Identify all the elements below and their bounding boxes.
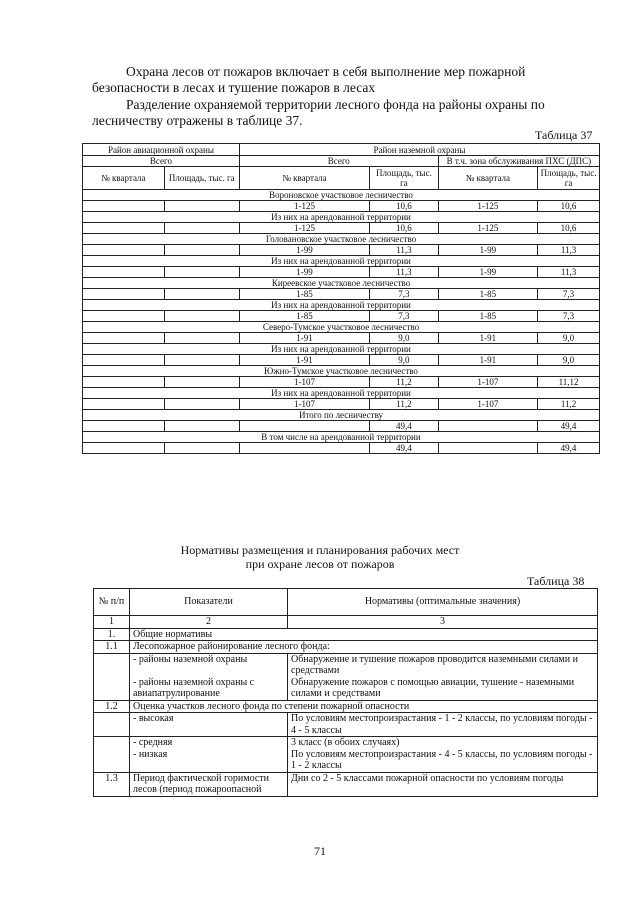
indicator-cell: - высокая xyxy=(130,713,288,737)
aviation-quarter-cell xyxy=(83,223,165,234)
pxs-area-cell: 11,3 xyxy=(538,267,600,278)
table-row xyxy=(94,737,598,773)
norm-cell: Дни со 2 - 5 классами пожарной опасности по условиям погоды xyxy=(288,772,598,796)
table-row xyxy=(94,653,598,700)
aviation-total-header: Всего xyxy=(83,156,240,167)
table37-caption: Таблица 37 xyxy=(535,128,593,142)
pxs-quarter-cell: 1-85 xyxy=(438,289,537,300)
pxs-quarter-cell: 1-99 xyxy=(438,267,537,278)
pxs-zone-header: В т.ч. зона обслуживания ПХС (ДПС) xyxy=(438,156,599,167)
table-row xyxy=(94,641,598,654)
ground-area-cell: 11,2 xyxy=(370,377,438,388)
aviation-area-cell xyxy=(164,311,239,322)
section-label: Из них на арендованной территории xyxy=(83,344,600,355)
indicators-header: Показатели xyxy=(130,589,288,616)
aviation-area-cell xyxy=(164,399,239,410)
pxs-area-cell: 10,6 xyxy=(538,223,600,234)
table-row xyxy=(83,311,600,322)
ground-quarter-cell: 1-99 xyxy=(239,245,369,256)
table-row xyxy=(94,772,598,796)
ground-quarter-cell: 1-85 xyxy=(239,289,369,300)
ground-quarter-cell: 1-85 xyxy=(239,311,369,322)
aviation-quarter-cell xyxy=(83,377,165,388)
section-label: В том числе на арендованной территории xyxy=(83,432,600,443)
section-row xyxy=(83,234,600,245)
aviation-area-header: Район авиационной охраны xyxy=(83,144,240,156)
row-number xyxy=(94,713,130,737)
pxs-area-cell: 9,0 xyxy=(538,355,600,366)
ground-area-cell: 9,0 xyxy=(370,333,438,344)
section-row xyxy=(83,278,600,289)
pxs-quarter-cell: 1-91 xyxy=(438,333,537,344)
ground-area-cell: 10,6 xyxy=(370,223,438,234)
ground-quarter-cell: 1-107 xyxy=(239,377,369,388)
ground-area-cell: 11,3 xyxy=(370,245,438,256)
aviation-quarter-cell xyxy=(83,201,165,212)
section-label: Из них на арендованной территории xyxy=(83,300,600,311)
row-number: 1. xyxy=(94,628,130,641)
pxs-quarter-cell: 1-107 xyxy=(438,377,537,388)
row-number: 1.2 xyxy=(94,700,130,713)
aviation-area-cell xyxy=(164,201,239,212)
area-header: Площадь, тыс. га xyxy=(164,167,239,190)
table-row xyxy=(83,377,600,388)
pxs-quarter-cell xyxy=(438,421,537,432)
aviation-quarter-cell xyxy=(83,311,165,322)
aviation-area-cell xyxy=(164,333,239,344)
aviation-area-cell xyxy=(164,267,239,278)
section-row xyxy=(83,366,600,377)
aviation-quarter-cell xyxy=(83,443,165,454)
workplace-norms-table xyxy=(93,588,598,797)
aviation-quarter-cell xyxy=(83,289,165,300)
pxs-area-cell: 11,3 xyxy=(538,245,600,256)
table-row xyxy=(83,399,600,410)
pxs-area-cell: 7,3 xyxy=(538,311,600,322)
section-label: Из них на арендованной территории xyxy=(83,388,600,399)
pxs-area-cell: 7,3 xyxy=(538,289,600,300)
pxs-area-cell: 9,0 xyxy=(538,333,600,344)
ground-quarter-cell: 1-91 xyxy=(239,333,369,344)
aviation-quarter-cell xyxy=(83,333,165,344)
aviation-quarter-cell xyxy=(83,399,165,410)
table-row xyxy=(83,333,600,344)
quarter-number-header: № квартала xyxy=(83,167,165,190)
area-header: Площадь, тыс. га xyxy=(370,167,438,190)
page-number: 71 xyxy=(314,844,326,858)
table-row xyxy=(83,289,600,300)
section-row xyxy=(83,256,600,267)
aviation-area-cell xyxy=(164,223,239,234)
pxs-area-cell: 11,12 xyxy=(538,377,600,388)
section-label: Киреевское участковое лесничество xyxy=(83,278,600,289)
section-row xyxy=(83,212,600,223)
indicator-cell: Лесопожарное районирование лесного фонда: xyxy=(130,641,598,654)
section-label: Северо-Тумское участковое лесничество xyxy=(83,322,600,333)
norm-cell: 3 класс (в обоих случаях) По условиям местопроизрастания - 4 - 5 классы, по условиям погоды - 1 - 2 классы xyxy=(288,737,598,773)
aviation-quarter-cell xyxy=(83,267,165,278)
ground-quarter-cell xyxy=(239,421,369,432)
aviation-area-cell xyxy=(164,289,239,300)
table38-title: Нормативы размещения и планирования рабочих мест при охране лесов от пожаров xyxy=(180,543,460,571)
ground-quarter-cell: 1-99 xyxy=(239,267,369,278)
number-header: № п/п xyxy=(94,589,130,616)
row-number: 1.3 xyxy=(94,772,130,796)
row-number: 1.1 xyxy=(94,641,130,654)
row-number xyxy=(94,653,130,700)
indicator-cell: Оценка участков лесного фонда по степени пожарной опасности xyxy=(130,700,598,713)
norm-cell: По условиям местопроизрастания - 1 - 2 классы, по условиям погоды - 4 - 5 классы xyxy=(288,713,598,737)
pxs-quarter-cell xyxy=(438,443,537,454)
section-label: Итого по лесничеству xyxy=(83,410,600,421)
section-label: Из них на арендованной территории xyxy=(83,212,600,223)
column-number: 1 xyxy=(94,616,130,629)
ground-total-header: Всего xyxy=(239,156,438,167)
table-row xyxy=(94,628,598,641)
area-header: Площадь, тыс. га xyxy=(538,167,600,190)
intro-paragraph-1: Охрана лесов от пожаров включает в себя выполнение мер пожарной безопасности в лесах и тушение пожаров в лесах xyxy=(92,64,526,95)
ground-quarter-cell: 1-125 xyxy=(239,223,369,234)
aviation-quarter-cell xyxy=(83,245,165,256)
aviation-area-cell xyxy=(164,443,239,454)
aviation-area-cell xyxy=(164,377,239,388)
intro-paragraph-2: Разделение охраняемой территории лесного фонда на районы охраны по лесничеству отражены в таблице 37. xyxy=(92,97,545,128)
section-label: Вороновское участковое лесничество xyxy=(83,190,600,201)
table-row xyxy=(83,245,600,256)
section-label: Южно-Тумское участковое лесничество xyxy=(83,366,600,377)
table38-body xyxy=(94,628,598,796)
pxs-area-cell: 10,6 xyxy=(538,201,600,212)
aviation-quarter-cell xyxy=(83,421,165,432)
fire-protection-areas-table xyxy=(82,143,600,454)
pxs-quarter-cell: 1-107 xyxy=(438,399,537,410)
pxs-quarter-cell: 1-85 xyxy=(438,311,537,322)
indicator-cell: - районы наземной охраны - районы наземной охраны с авиапатрулирование xyxy=(130,653,288,700)
column-number: 2 xyxy=(130,616,288,629)
section-row xyxy=(83,300,600,311)
pxs-quarter-cell: 1-125 xyxy=(438,201,537,212)
quarter-number-header: № квартала xyxy=(438,167,537,190)
table-row xyxy=(83,223,600,234)
table-row xyxy=(83,355,600,366)
section-row xyxy=(83,432,600,443)
ground-area-cell: 10,6 xyxy=(370,201,438,212)
column-number: 3 xyxy=(288,616,598,629)
ground-area-cell: 7,3 xyxy=(370,289,438,300)
ground-area-cell: 11,3 xyxy=(370,267,438,278)
ground-quarter-cell: 1-125 xyxy=(239,201,369,212)
section-label: Головановское участковое лесничество xyxy=(83,234,600,245)
aviation-area-cell xyxy=(164,355,239,366)
section-row xyxy=(83,190,600,201)
ground-area-cell: 11,2 xyxy=(370,399,438,410)
ground-area-cell: 9,0 xyxy=(370,355,438,366)
ground-quarter-cell: 1-107 xyxy=(239,399,369,410)
table-row xyxy=(94,700,598,713)
ground-quarter-cell xyxy=(239,443,369,454)
pxs-quarter-cell: 1-99 xyxy=(438,245,537,256)
table-row xyxy=(83,443,600,454)
section-row xyxy=(83,388,600,399)
pxs-area-cell: 11,2 xyxy=(538,399,600,410)
section-row xyxy=(83,344,600,355)
table-row xyxy=(83,421,600,432)
ground-quarter-cell: 1-91 xyxy=(239,355,369,366)
ground-area-header: Район наземной охраны xyxy=(239,144,599,156)
table-row xyxy=(83,201,600,212)
ground-area-cell: 49,4 xyxy=(370,443,438,454)
quarter-number-header: № квартала xyxy=(239,167,369,190)
section-label: Из них на арендованной территории xyxy=(83,256,600,267)
aviation-quarter-cell xyxy=(83,355,165,366)
pxs-quarter-cell: 1-125 xyxy=(438,223,537,234)
ground-area-cell: 49,4 xyxy=(370,421,438,432)
row-number xyxy=(94,737,130,773)
section-row xyxy=(83,410,600,421)
norms-header: Нормативы (оптимальные значения) xyxy=(288,589,598,616)
pxs-area-cell: 49,4 xyxy=(538,421,600,432)
table38-caption: Таблица 38 xyxy=(527,574,585,588)
pxs-area-cell: 49,4 xyxy=(538,443,600,454)
indicator-cell: Общие нормативы xyxy=(130,628,598,641)
table-row xyxy=(94,713,598,737)
table37-body xyxy=(83,190,600,454)
pxs-quarter-cell: 1-91 xyxy=(438,355,537,366)
aviation-area-cell xyxy=(164,421,239,432)
indicator-cell: - средняя - низкая xyxy=(130,737,288,773)
table-row xyxy=(83,267,600,278)
ground-area-cell: 7,3 xyxy=(370,311,438,322)
norm-cell: Обнаружение и тушение пожаров проводится наземными силами и средствами Обнаружение пожаров с помощью авиации, тушение - наземными силами и средствами xyxy=(288,653,598,700)
aviation-area-cell xyxy=(164,245,239,256)
section-row xyxy=(83,322,600,333)
indicator-cell: Период фактической горимости лесов (период пожароопасной xyxy=(130,772,288,796)
